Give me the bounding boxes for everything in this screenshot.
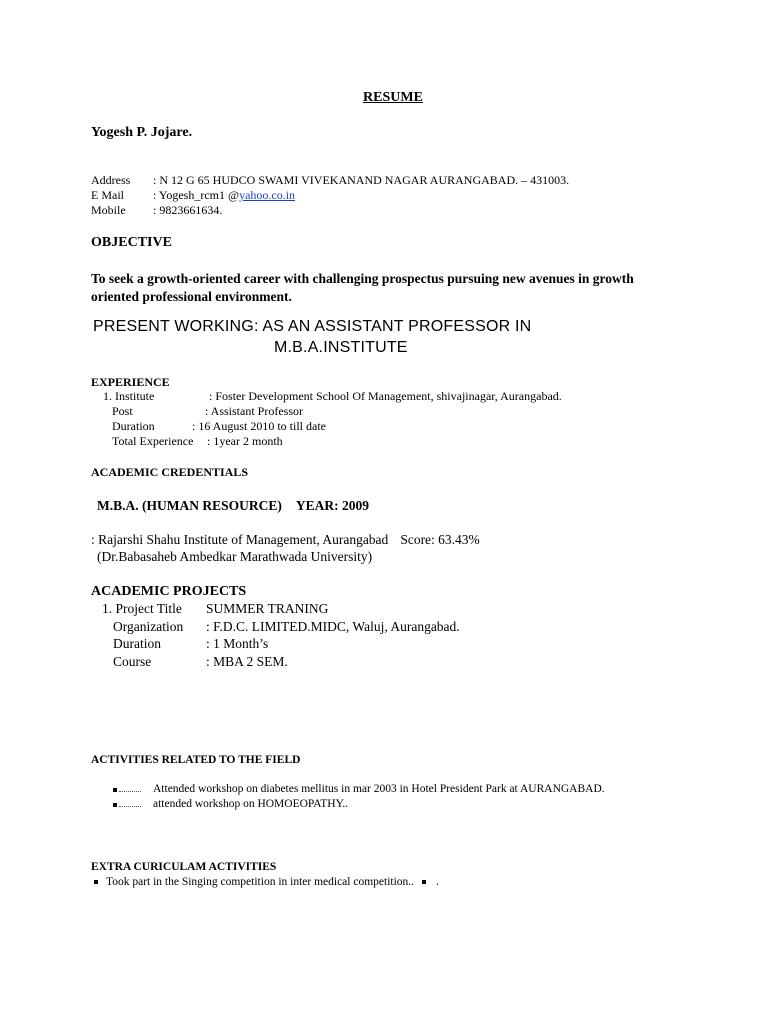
activities-list: [113, 782, 605, 812]
objective-heading: OBJECTIVE: [91, 235, 172, 250]
email-label: E Mail: [91, 188, 124, 202]
mobile-row: [91, 203, 569, 218]
project-value: : 1 Month’s: [206, 636, 269, 652]
project-label: Course: [113, 654, 152, 670]
objective-text: To seek a growth-oriented career with challenging prospectus pursuing new avenues in growth oriented professional environment.: [91, 271, 634, 304]
experience-heading: EXPERIENCE: [91, 375, 170, 389]
bullet-icon: [422, 880, 426, 884]
bullet-icon: [94, 880, 98, 884]
degree-year: YEAR: 2009: [295, 498, 369, 513]
trailing-dot: .: [436, 876, 439, 888]
activity-text: attended workshop on HOMOEOPATHY..: [153, 798, 349, 810]
mobile-value: : 9823661634.: [153, 203, 223, 217]
experience-label: Post: [112, 404, 133, 418]
degree-line: [97, 498, 369, 514]
experience-value: : 1year 2 month: [207, 434, 283, 448]
extra-heading: EXTRA CURICULAM ACTIVITIES: [91, 861, 277, 873]
candidate-name: Yogesh P. Jojare.: [91, 125, 193, 140]
degree: M.B.A. (HUMAN RESOURCE): [97, 498, 282, 513]
contact-block: [91, 173, 569, 218]
experience-value: : Assistant Professor: [205, 404, 304, 418]
institute-line: [91, 532, 480, 548]
email-row: [91, 188, 569, 203]
address-row: [91, 173, 569, 188]
experience-label: Duration: [112, 419, 155, 433]
list-item: [113, 782, 605, 797]
project-value: : MBA 2 SEM.: [206, 654, 288, 670]
email-link[interactable]: yahoo.co.in: [239, 188, 296, 202]
institute: : Rajarshi Shahu Institute of Management, Aurangabad: [91, 532, 389, 547]
extra-item: [94, 876, 439, 888]
address-value: : N 12 G 65 HUDCO SWAMI VIVEKANAND NAGAR AURANGABAD. – 431003.: [153, 173, 570, 187]
bullet-icon: [113, 788, 117, 792]
present-working-line2: M.B.A.INSTITUTE: [274, 339, 408, 356]
score: Score: 63.43%: [400, 532, 480, 547]
experience-value: : 16 August 2010 to till date: [192, 419, 326, 433]
project-label: 1. Project Title: [102, 601, 182, 616]
project-value: SUMMER TRANING: [206, 601, 329, 616]
dotted-leader-icon: [119, 791, 141, 792]
experience-value: : Foster Development School Of Management, shivajinagar, Aurangabad.: [209, 389, 562, 403]
project-value: : F.D.C. LIMITED.MIDC, Waluj, Aurangabad.: [206, 618, 460, 634]
dotted-leader-icon: [119, 806, 141, 807]
experience-label: 1. Institute: [103, 389, 155, 403]
present-working-line1: PRESENT WORKING: AS AN ASSISTANT PROFESSOR IN: [93, 318, 532, 335]
academic-heading: ACADEMIC CREDENTIALS: [91, 465, 249, 479]
list-item: [113, 797, 605, 812]
resume-title: RESUME: [363, 90, 423, 105]
project-label: Organization: [113, 618, 184, 634]
extra-text: Took part in the Singing competition in inter medical competition..: [106, 876, 415, 888]
activity-text: Attended workshop on diabetes mellitus in mar 2003 in Hotel President Park at AURANGABAD.: [153, 783, 605, 795]
activities-heading: ACTIVITIES RELATED TO THE FIELD: [91, 754, 301, 766]
university: (Dr.Babasaheb Ambedkar Marathwada University): [97, 549, 373, 564]
project-label: Duration: [113, 636, 161, 652]
address-label: Address: [91, 173, 131, 187]
email-prefix: : Yogesh_rcm1 @: [153, 188, 240, 202]
projects-heading: ACADEMIC PROJECTS: [91, 584, 247, 599]
bullet-icon: [113, 803, 117, 807]
mobile-label: Mobile: [91, 203, 126, 217]
experience-label: Total Experience: [112, 434, 194, 448]
